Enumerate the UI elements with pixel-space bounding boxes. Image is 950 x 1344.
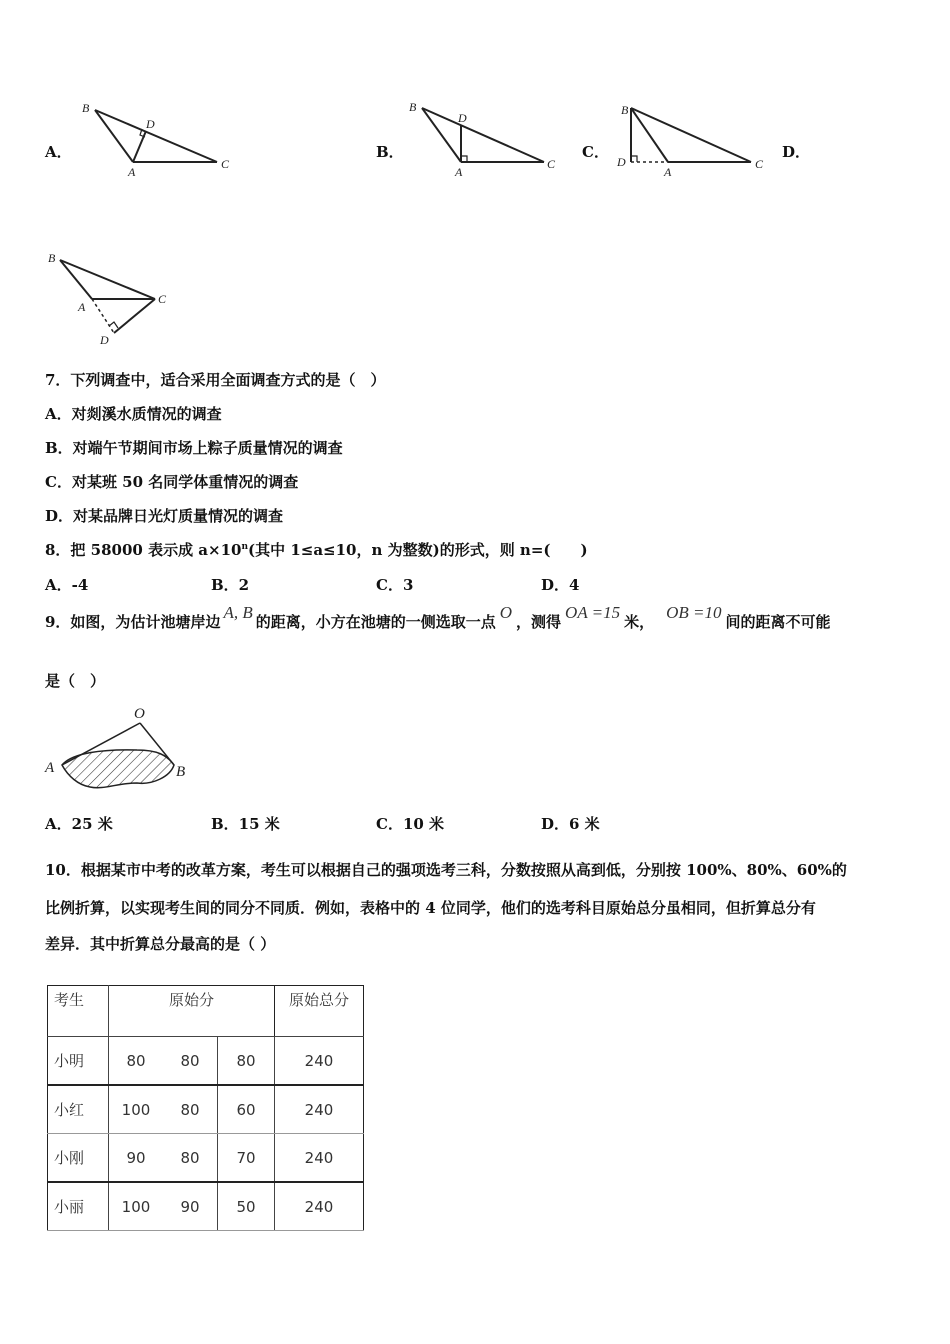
- point-b-label: B: [409, 100, 417, 114]
- q10-stem-line1: 10．根据某市中考的改革方案，考生可以根据自己的强项选考三科，分数按照从高到低，分别按 100%、80%、60%的: [45, 861, 847, 879]
- point-b-label: B: [82, 101, 90, 115]
- q8-option-b: B．2: [211, 576, 250, 594]
- q6-option-a-label: A．: [45, 143, 72, 161]
- point-c-label: C: [158, 292, 167, 306]
- q6-figure-b: [405, 98, 565, 183]
- point-d-label: D: [458, 111, 467, 125]
- q9-option-b: B．15 米: [211, 815, 280, 833]
- q9-pond-figure: [42, 703, 197, 798]
- q8-stem: 8．把 58000 表示成 $a\times 10^n$(其中 1≤a≤10，n 为整数)的形式，则 n=( ): [45, 541, 588, 559]
- segment-bc: [60, 260, 155, 299]
- q9-stem: 9．如图，为估计池塘岸边 A, B 的距离，小方在池塘的一侧选取一点 O ，测得 OA =15 米， OB =10 间的距离不可能: [45, 603, 831, 631]
- q7-option-c: C．对某班 50 名同学体重情况的调查: [45, 473, 299, 491]
- table-row: 小红 100 80 60 240: [48, 1085, 364, 1134]
- q7-stem: 7．下列调查中，适合采用全面调查方式的是（ ）: [45, 371, 386, 389]
- q9-option-d: D．6 米: [541, 815, 600, 833]
- header-student: 考生: [48, 986, 109, 1037]
- point-d-label: D: [146, 117, 155, 131]
- q9-stem-line2: 是（ ）: [45, 672, 106, 690]
- q7-option-d: D．对某品牌日光灯质量情况的调查: [45, 507, 284, 525]
- extension-ad: [92, 299, 114, 333]
- q10-stem-line2: 比例折算，以实现考生间的同分不同质．例如，表格中的 4 位同学，他们的选考科目原始总分虽相同，但折算总分有: [45, 899, 816, 917]
- q8-option-d: D．4: [541, 576, 580, 594]
- q6-figure-d: [40, 248, 180, 348]
- q6-option-c-label: C．: [582, 143, 609, 161]
- q7-option-b: B．对端午节期间市场上粽子质量情况的调查: [45, 439, 343, 457]
- altitude-ad: [133, 131, 146, 162]
- point-c-label: C: [221, 157, 230, 171]
- point-c-label: C: [755, 157, 764, 171]
- table-row: 小明 80 80 80 240: [48, 1037, 364, 1086]
- point-d-label: D: [617, 155, 626, 169]
- q8-option-c: C．3: [376, 576, 414, 594]
- point-b-label: B: [621, 103, 629, 117]
- point-c-label: C: [547, 157, 556, 171]
- q6-figure-c: [612, 98, 777, 183]
- q7-option-a: A．对剡溪水质情况的调查: [45, 405, 222, 423]
- point-a-label: A: [455, 165, 463, 179]
- point-a-label: A: [78, 300, 86, 314]
- q6-option-b-label: B．: [376, 143, 404, 161]
- q6-figure-a: [78, 98, 238, 183]
- q9-option-a: A．25 米: [45, 815, 113, 833]
- header-raw-total: 原始总分: [275, 986, 364, 1037]
- header-raw-scores: 原始分: [109, 986, 275, 1037]
- point-a-label: A: [128, 165, 136, 179]
- point-a-label: A: [45, 760, 55, 776]
- q8-option-a: A．-4: [45, 576, 89, 594]
- altitude-cd: [114, 299, 155, 333]
- table-header-row: [48, 986, 364, 1037]
- score-table: [47, 985, 364, 1231]
- point-b-label: B: [48, 251, 56, 265]
- table-row: 小刚 90 80 70 240: [48, 1134, 364, 1183]
- q9-option-c: C．10 米: [376, 815, 445, 833]
- right-angle-mark: [109, 322, 118, 328]
- point-a-label: A: [664, 165, 672, 179]
- table-row: 小丽 100 90 50 240: [48, 1182, 364, 1231]
- point-b-label: B: [176, 764, 186, 780]
- point-d-label: D: [100, 333, 109, 347]
- point-o-label: O: [134, 706, 145, 722]
- q6-option-d-label: D．: [782, 143, 811, 161]
- q10-stem-line3: 差异．其中折算总分最高的是（ ）: [45, 935, 276, 953]
